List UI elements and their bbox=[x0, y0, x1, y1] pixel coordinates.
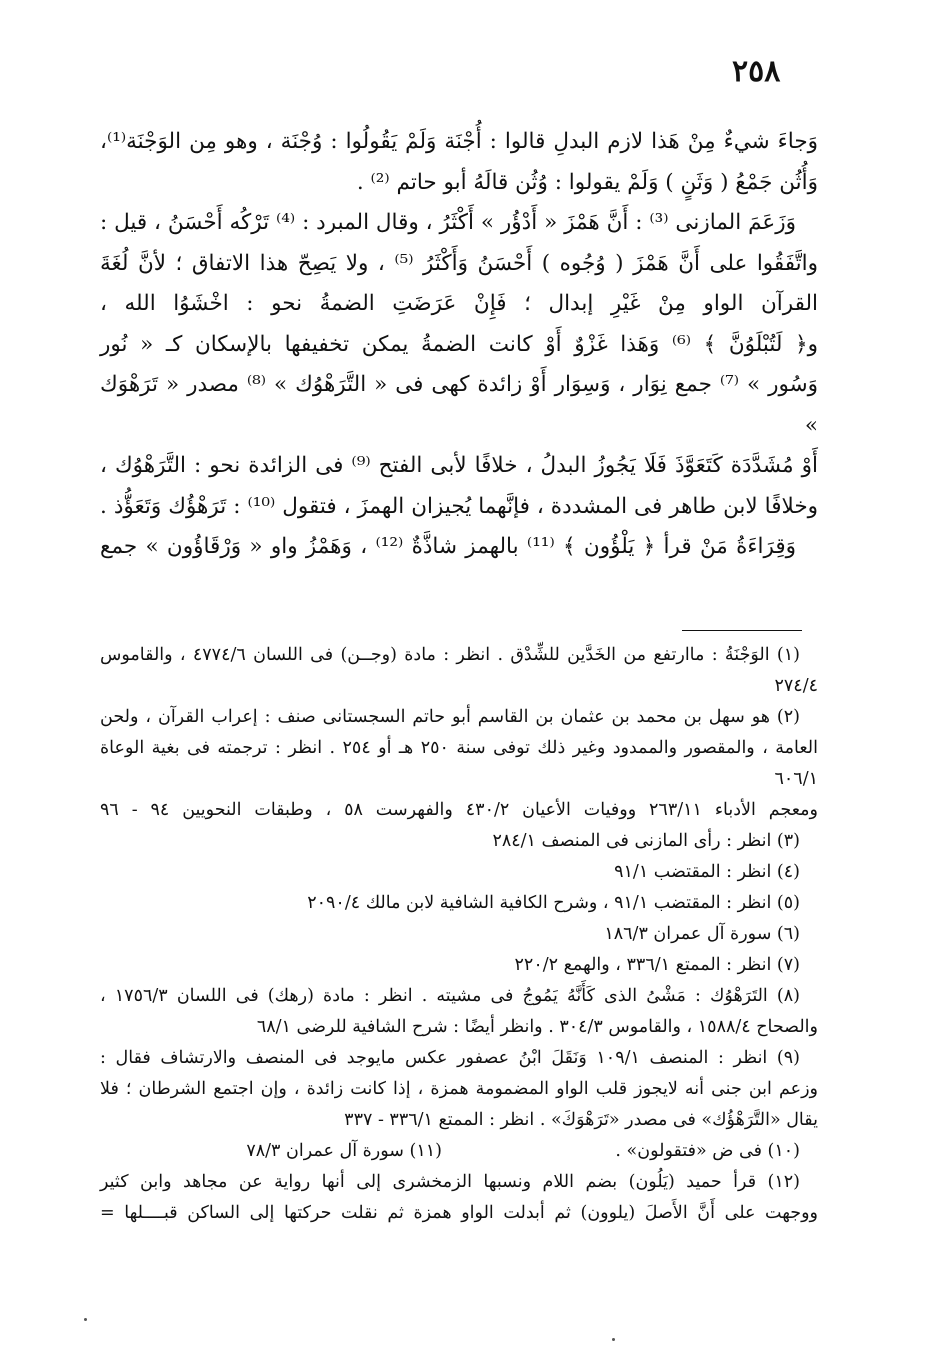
text-line: وَسُور » ⁽⁷⁾ جمع نِوَار ، وَسِوَار أَوْ زائدة كهى فى « التَّرَهْوُك » ⁽⁸⁾ مصدر « تَرَهْوَك » bbox=[100, 372, 818, 438]
footnote-line: (٩) انظر : المنصف ١٠٩/١ وَنَقَلَ ابْنُ عصفور عكس مايوجد فى المنصف والارتشاف فقال : bbox=[100, 1048, 800, 1068]
footnote-line: ٢٧٤/٤ bbox=[774, 676, 818, 696]
scan-speck bbox=[612, 1338, 615, 1341]
footnote-line: (٦) سورة آل عمران ١٨٦/٣ bbox=[604, 924, 800, 944]
text-line: و﴿ لَتُبْلَوُنَّ ﴾ ⁽⁶⁾ وَهَذا غَزْوٌ أَوْ كانت الضمةُ يمكن تخفيفها بالإسكان كـ « نُور bbox=[100, 331, 818, 357]
footnote-line: (٧) انظر : الممتع ٣٣٦/١ ، والهمع ٢٢٠/٢ bbox=[514, 955, 800, 975]
footnote-line: يقال «التَّرَهْؤُك» فى مصدر «تَرَهْوَكَ» . انظر : الممتع ٣٣٦/١ - ٣٣٧ bbox=[344, 1110, 818, 1130]
footnote-5 bbox=[100, 888, 818, 919]
page-number: ٢٥٨ bbox=[732, 54, 781, 89]
text-line: القرآن الواو مِنْ غَيْرِ إبدال ؛ فَإِنْ عَرَضَتِ الضمةُ نحو : اخْشَوُا الله ، bbox=[100, 291, 818, 316]
text-line: أَوْ مُشَدَّدَة كَتَعَوَّذَ فَلَا يَجُوزُ البدلُ ، خلافًا لأبى الفتح ⁽⁹⁾ فى الزائدة نحو : التَّرَهْوُك ، bbox=[100, 453, 818, 478]
footnotes bbox=[100, 640, 818, 1229]
scan-speck bbox=[84, 1318, 87, 1321]
footnotes-10-11-row bbox=[100, 1136, 818, 1167]
footnote-line: العامة ، والمقصور والممدود وغير ذلك توفى سنة ٢٥٠ هـ أو ٢٥٤ . انظر : ترجمته فى بغية الوعاة ٦٠٦/١ bbox=[100, 738, 819, 789]
footnote-line: (٥) انظر : المقتضب ٩١/١ ، وشرح الكافية الشافية لابن مالك ٢٠٩٠/٤ bbox=[307, 893, 800, 913]
footnote-4 bbox=[100, 857, 818, 888]
footnote-line: وزعم ابن جنى أنه لايجوز قلب الواو المضمومة همزة ، إذا كانت زائدة ، وإن اجتمع الشرطان ؛ فلا bbox=[100, 1079, 818, 1099]
text-line: وَزَعَمَ المازنى ⁽³⁾ : أَنَّ هَمْزَ « أَدْؤُر » أَكْثَرُ ، وقال المبرد : ⁽⁴⁾ تَرْكُه أَحْسَنُ ، قيل : bbox=[100, 210, 796, 235]
paragraph-1 bbox=[100, 122, 818, 203]
footnote-line: والصحاح ١٥٨٨/٤ ، والقاموس ٣٠٤/٣ . وانظر أيضًا : شرح الشافية للرضى ٦٨/١ bbox=[256, 1017, 818, 1037]
footnote-line: (٢) هو سهل بن محمد بن عثمان بن القاسم أبو حاتم السجستانى صنف : إعراب القرآن ، ولحن bbox=[100, 707, 800, 727]
text-line: واتَّفَقُوا على أَنَّ هَمْزَ ( وُجُوه ) أَحْسَنُ وَأَكْثَرُ ⁽⁵⁾ ، ولا يَصِحّ هذا الاتفاق ؛ لأنَّ لُغَةَ bbox=[100, 250, 818, 276]
text-line: وَقِرَاءَةُ مَنْ قرأ ﴿ يَلْؤُون ﴾ ⁽¹¹⁾ بالهمز شاذَّةٌ ⁽¹²⁾ ، وَهَمْزُ واو « وَرْقَاؤُون » جمع bbox=[100, 534, 797, 559]
footnote-line: (١٢) قرأ حميد (يَلُون) بضم اللام ونسبها الزمخشرى إلى أنها رواية عن مجاهد وابن كثير bbox=[100, 1172, 800, 1192]
footnote-12 bbox=[100, 1167, 818, 1229]
text-line: وَأُثُن جَمْعُ ( وَثَنٍ ) وَلَمْ يقولوا : وُثُن قالَهُ أبو حاتم ⁽²⁾ . bbox=[356, 169, 818, 195]
footnote-line: (٨) التَرَهْوُك : مَشْىُ الذى كَأَنَّهُ يَمُوجُ فى مشيته . انظر : مادة (رهك) فى اللسان ١٧٥٦/٣ ، bbox=[100, 986, 800, 1006]
main-text bbox=[100, 122, 818, 568]
paragraph-2 bbox=[100, 203, 818, 527]
footnote-line: (١) الوَجْنَةُ : ماارتفع من الخَدَّين للشِّدْق . انظر : مادة (وجــن) فى اللسان ٤٧٧٤/٦ ، والقاموس bbox=[100, 645, 800, 665]
footnote-separator bbox=[682, 630, 802, 631]
text-line: وخلافًا لابن طاهر فى المشددة ، فإنَّهما يُجيزان الهمزَ ، فتقول ⁽¹⁰⁾ : تَرَهْؤُك وَتَعَؤُّذ . bbox=[100, 493, 818, 519]
footnote-3 bbox=[100, 826, 818, 857]
footnote-1 bbox=[100, 640, 818, 702]
footnote-line: ووجهت على أَنَّ الأَصلَ (يلوون) ثم أبدلت الواو همزة ثم نقلت حركتها إلى الساكن قبــــلها = bbox=[100, 1203, 818, 1223]
footnote-line: (٤) انظر : المقتضب ٩١/١ bbox=[614, 862, 800, 882]
footnote-7 bbox=[100, 950, 818, 981]
footnote-8 bbox=[100, 981, 818, 1043]
text-line: وَجاءَ شيءٌ مِنْ هَذا لازم البدلِ قالوا : أُجْنَة وَلَمْ يَقُولُوا : وُجْنَة ، وهو مِن الوَجْنَة⁽¹⁾، bbox=[100, 129, 818, 154]
footnote-line: (٣) انظر : رأى المازنى فى المنصف ٢٨٤/١ bbox=[492, 831, 800, 851]
footnote-10: (١٠) فى ض «فتقولون» . bbox=[615, 1141, 800, 1161]
footnote-9 bbox=[100, 1043, 818, 1136]
paragraph-3 bbox=[100, 527, 818, 568]
footnote-6 bbox=[100, 919, 818, 950]
footnote-line: ومعجم الأدباء ٢٦٣/١١ ووفيات الأعيان ٤٣٠/٢ والفهرست ٥٨ ، وطبقات النحويين ٩٤ - ٩٦ bbox=[100, 800, 818, 820]
footnote-2 bbox=[100, 702, 818, 826]
footnote-11: (١١) سورة آل عمران ٧٨/٣ bbox=[246, 1141, 442, 1161]
